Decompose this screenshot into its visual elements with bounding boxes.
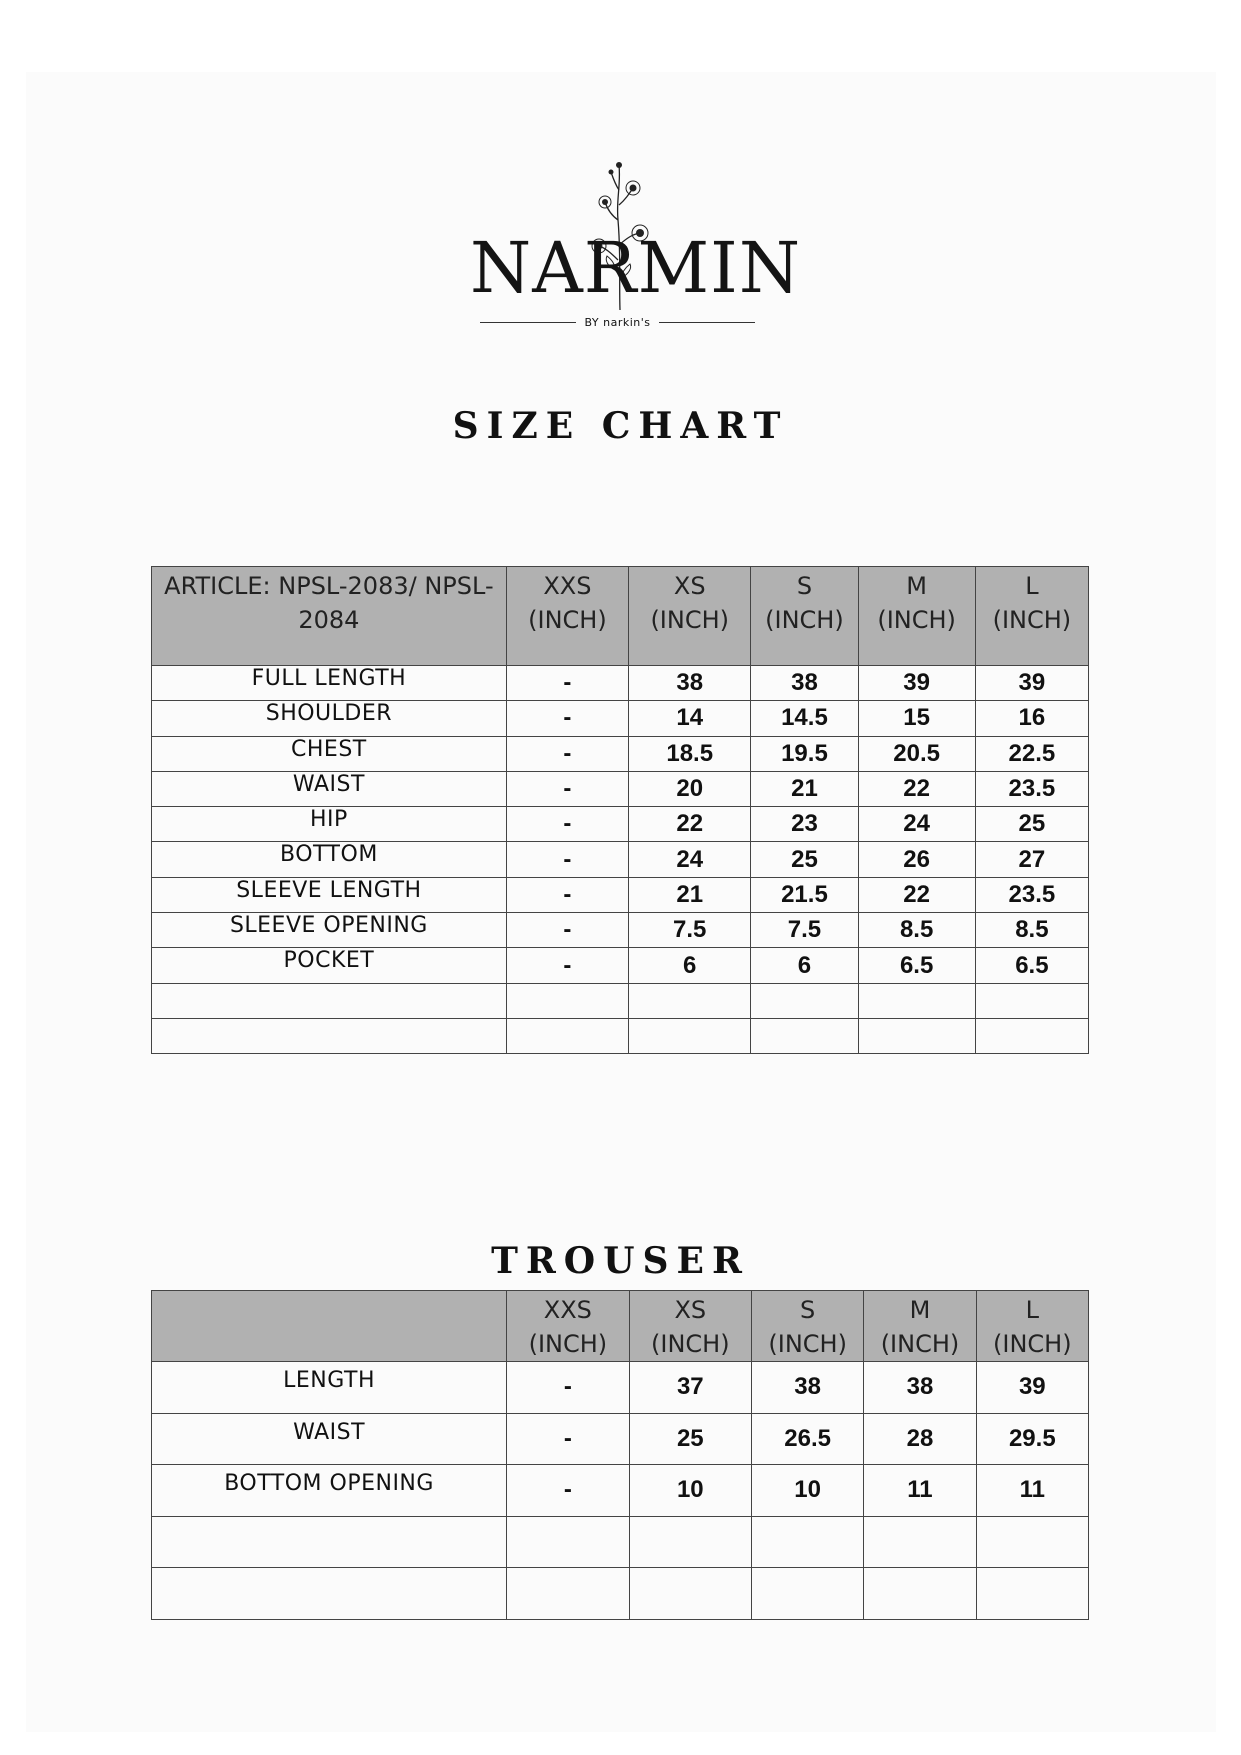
measurement-cell: - xyxy=(506,736,628,771)
measurement-cell: 25 xyxy=(751,842,858,877)
table-row xyxy=(152,948,1089,983)
measurement-cell xyxy=(976,1568,1088,1620)
measurement-cell: - xyxy=(506,701,628,736)
measurement-cell: 21 xyxy=(751,771,858,806)
table-row xyxy=(152,1018,1089,1053)
trouser-table xyxy=(151,1290,1089,1620)
measurement-cell: 39 xyxy=(858,666,975,701)
trouser-title: TROUSER xyxy=(491,1240,750,1282)
row-label: BOTTOM OPENING xyxy=(152,1465,507,1517)
table-row xyxy=(152,983,1089,1018)
measurement-cell xyxy=(975,983,1088,1018)
measurement-cell: 22 xyxy=(858,877,975,912)
measurement-cell: 6.5 xyxy=(858,948,975,983)
measurement-cell: 22.5 xyxy=(975,736,1088,771)
table-row xyxy=(152,1465,1089,1517)
measurement-cell: - xyxy=(506,842,628,877)
size-chart-title: SIZE CHART xyxy=(452,405,789,447)
header-size-cell: XXS (INCH) xyxy=(506,567,628,666)
row-label: HIP xyxy=(152,807,507,842)
measurement-cell: 19.5 xyxy=(751,736,858,771)
measurement-cell: - xyxy=(506,771,628,806)
table-row xyxy=(152,1362,1089,1414)
measurement-cell: 6 xyxy=(629,948,751,983)
measurement-cell: 8.5 xyxy=(858,913,975,948)
measurement-cell xyxy=(752,1568,864,1620)
measurement-cell: 25 xyxy=(629,1413,751,1465)
measurement-cell: 25 xyxy=(975,807,1088,842)
row-label: BOTTOM xyxy=(152,842,507,877)
measurement-cell: - xyxy=(506,913,628,948)
table-row xyxy=(152,842,1089,877)
table-row xyxy=(152,913,1089,948)
measurement-cell xyxy=(976,1516,1088,1568)
measurement-cell: 20.5 xyxy=(858,736,975,771)
header-article-cell xyxy=(152,1291,507,1362)
measurement-cell: - xyxy=(507,1362,629,1414)
measurement-cell: 21.5 xyxy=(751,877,858,912)
byline-text: BY narkin's xyxy=(584,315,651,329)
measurement-cell: - xyxy=(506,666,628,701)
row-label: SLEEVE OPENING xyxy=(152,913,507,948)
measurement-cell: 14.5 xyxy=(751,701,858,736)
measurement-cell: 6.5 xyxy=(975,948,1088,983)
measurement-cell: 38 xyxy=(752,1362,864,1414)
measurement-cell xyxy=(506,983,628,1018)
row-label: CHEST xyxy=(152,736,507,771)
table-row xyxy=(152,877,1089,912)
row-label: WAIST xyxy=(152,1413,507,1465)
row-label xyxy=(152,983,507,1018)
size-chart-table xyxy=(151,566,1089,1054)
header-size-cell: S (INCH) xyxy=(752,1291,864,1362)
measurement-cell: 24 xyxy=(858,807,975,842)
measurement-cell: 27 xyxy=(975,842,1088,877)
measurement-cell xyxy=(629,1516,751,1568)
measurement-cell: 23.5 xyxy=(975,771,1088,806)
size-chart-body xyxy=(152,666,1089,1054)
brand-name: NARMIN xyxy=(470,227,802,309)
row-label xyxy=(152,1568,507,1620)
measurement-cell: 7.5 xyxy=(629,913,751,948)
measurement-cell: 23 xyxy=(751,807,858,842)
measurement-cell: 15 xyxy=(858,701,975,736)
measurement-cell: 29.5 xyxy=(976,1413,1088,1465)
measurement-cell xyxy=(507,1568,629,1620)
measurement-cell xyxy=(858,1018,975,1053)
measurement-cell: 26.5 xyxy=(752,1413,864,1465)
measurement-cell: 39 xyxy=(976,1362,1088,1414)
header-size-cell: XXS (INCH) xyxy=(507,1291,629,1362)
measurement-cell: 22 xyxy=(858,771,975,806)
measurement-cell: 11 xyxy=(864,1465,976,1517)
measurement-cell: 26 xyxy=(858,842,975,877)
header-article-cell: ARTICLE: NPSL-2083/ NPSL-2084 xyxy=(152,567,507,666)
measurement-cell: - xyxy=(506,948,628,983)
measurement-cell: 10 xyxy=(752,1465,864,1517)
measurement-cell xyxy=(629,1568,751,1620)
row-label: WAIST xyxy=(152,771,507,806)
measurement-cell: 18.5 xyxy=(629,736,751,771)
measurement-cell: 11 xyxy=(976,1465,1088,1517)
measurement-cell xyxy=(864,1568,976,1620)
measurement-cell: 8.5 xyxy=(975,913,1088,948)
row-label: FULL LENGTH xyxy=(152,666,507,701)
measurement-cell: 10 xyxy=(629,1465,751,1517)
measurement-cell xyxy=(506,1018,628,1053)
row-label: SHOULDER xyxy=(152,701,507,736)
measurement-cell: 21 xyxy=(629,877,751,912)
measurement-cell xyxy=(864,1516,976,1568)
row-label: POCKET xyxy=(152,948,507,983)
byline-rule-left xyxy=(480,322,576,323)
measurement-cell xyxy=(751,1018,858,1053)
byline-rule-right xyxy=(659,322,755,323)
measurement-cell: - xyxy=(506,807,628,842)
measurement-cell: 37 xyxy=(629,1362,751,1414)
header-size-cell: S (INCH) xyxy=(751,567,858,666)
measurement-cell xyxy=(752,1516,864,1568)
measurement-cell: 38 xyxy=(751,666,858,701)
table-row xyxy=(152,1568,1089,1620)
row-label: LENGTH xyxy=(152,1362,507,1414)
measurement-cell xyxy=(629,983,751,1018)
measurement-cell: 7.5 xyxy=(751,913,858,948)
measurement-cell: 6 xyxy=(751,948,858,983)
header-size-cell: L (INCH) xyxy=(976,1291,1088,1362)
row-label xyxy=(152,1018,507,1053)
trouser-header-row xyxy=(152,1291,1089,1362)
trouser-body xyxy=(152,1362,1089,1620)
measurement-cell xyxy=(629,1018,751,1053)
table-row xyxy=(152,666,1089,701)
measurement-cell: - xyxy=(507,1413,629,1465)
measurement-cell: - xyxy=(506,877,628,912)
measurement-cell: 28 xyxy=(864,1413,976,1465)
brand-byline xyxy=(480,312,755,332)
size-chart-header-row xyxy=(152,567,1089,666)
table-row xyxy=(152,736,1089,771)
table-row xyxy=(152,701,1089,736)
measurement-cell: 39 xyxy=(975,666,1088,701)
measurement-cell: 38 xyxy=(864,1362,976,1414)
measurement-cell: 38 xyxy=(629,666,751,701)
measurement-cell xyxy=(507,1516,629,1568)
header-size-cell: XS (INCH) xyxy=(629,567,751,666)
measurement-cell xyxy=(858,983,975,1018)
measurement-cell xyxy=(975,1018,1088,1053)
table-row xyxy=(152,807,1089,842)
header-size-cell: M (INCH) xyxy=(864,1291,976,1362)
header-size-cell: M (INCH) xyxy=(858,567,975,666)
measurement-cell: 20 xyxy=(629,771,751,806)
measurement-cell: 14 xyxy=(629,701,751,736)
measurement-cell: 24 xyxy=(629,842,751,877)
row-label xyxy=(152,1516,507,1568)
row-label: SLEEVE LENGTH xyxy=(152,877,507,912)
table-row xyxy=(152,1516,1089,1568)
measurement-cell: 23.5 xyxy=(975,877,1088,912)
table-row xyxy=(152,1413,1089,1465)
measurement-cell xyxy=(751,983,858,1018)
header-size-cell: L (INCH) xyxy=(975,567,1088,666)
measurement-cell: - xyxy=(507,1465,629,1517)
measurement-cell: 16 xyxy=(975,701,1088,736)
header-size-cell: XS (INCH) xyxy=(629,1291,751,1362)
measurement-cell: 22 xyxy=(629,807,751,842)
table-row xyxy=(152,771,1089,806)
